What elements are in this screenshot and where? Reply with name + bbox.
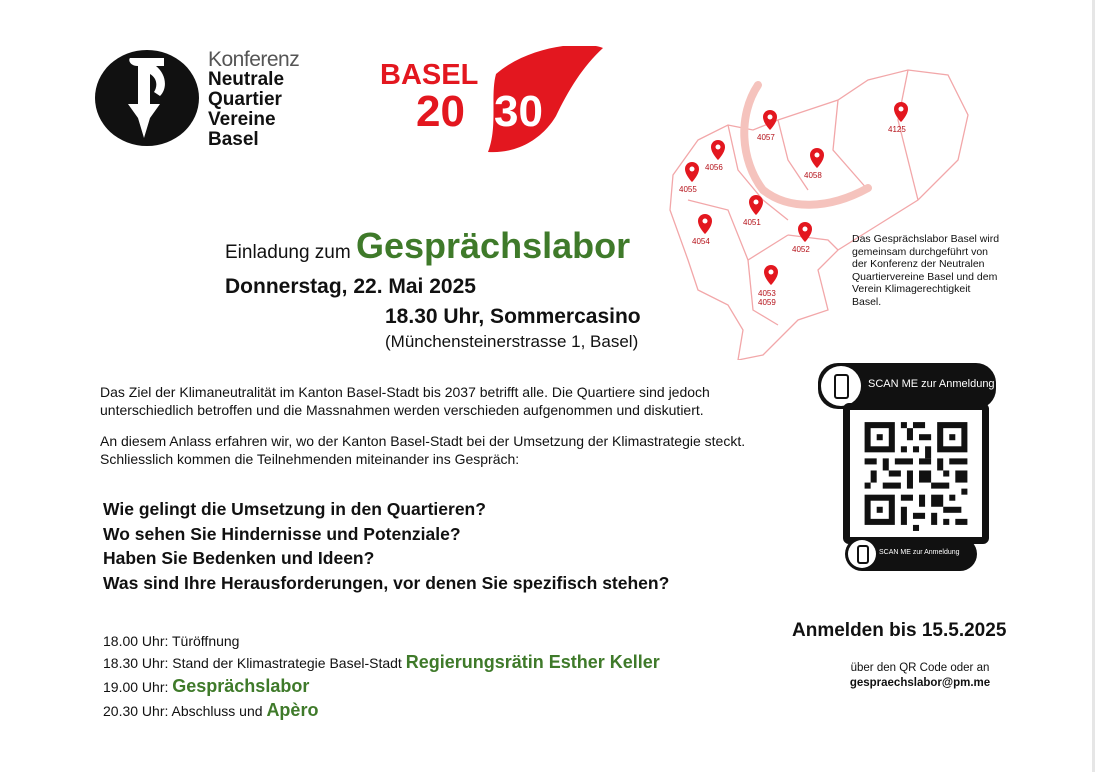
qr-code[interactable] xyxy=(843,403,989,544)
pin-label: 4054 xyxy=(692,237,710,246)
intro-paragraph-2: An diesem Anlass erfahren wir, wo der Kanton Basel-Stadt bei der Umsetzung der Klimastrategie steckt. Schliesslich kommen die Teilnehmenden miteinander ins Gespräch: xyxy=(100,433,746,467)
registration-info xyxy=(840,661,1000,691)
pin-label: 4058 xyxy=(804,171,822,180)
invitation-heading xyxy=(225,225,630,267)
logo-wordmark xyxy=(208,50,299,150)
program-item xyxy=(103,633,239,649)
program-highlight: Regierungsrätin Esther Keller xyxy=(405,652,660,672)
pin-label: 4055 xyxy=(679,185,697,194)
map-pin-4053-4059 xyxy=(758,263,784,314)
basel-word: BASEL xyxy=(380,59,479,91)
pin-label: 4056 xyxy=(705,163,723,172)
organizer-note: Das Gesprächslabor Basel wird gemeinsam durchgeführt von der Konferenz der Neutralen Quartiervereine Basel und dem Verein Klimagerechtigkeit Basel. xyxy=(852,233,1000,308)
program-text: 19.00 Uhr: xyxy=(103,679,173,695)
map-pin-4052 xyxy=(792,220,818,261)
program-highlight: Apèro xyxy=(266,700,319,720)
pin-label: 4059 xyxy=(758,298,776,307)
intro-paragraph-1: Das Ziel der Klimaneutralität im Kanton Basel-Stadt bis 2037 betrifft alle. Die Quartiere sind jedoch unterschiedlich betroffen und die Massnahmen werden verschieden aufgenommen und diskutiert. xyxy=(100,384,710,418)
basel-2030-logo xyxy=(378,46,608,156)
program-item xyxy=(103,652,660,673)
program-text: 20.30 Uhr: Abschluss und xyxy=(103,703,267,719)
program-text: 18.00 Uhr: Türöffnung xyxy=(103,633,240,649)
questions-list xyxy=(103,497,669,595)
qr-code-graphic xyxy=(850,410,982,537)
scan-me-label-small: SCAN ME zur Anmeldung xyxy=(879,549,960,556)
question-item: Haben Sie Bedenken und Ideen? xyxy=(103,548,375,568)
year-part-20: 20 xyxy=(416,87,465,136)
map-pin-4125 xyxy=(888,100,914,141)
crozier-icon xyxy=(95,50,199,146)
pin-label: 4052 xyxy=(792,245,810,254)
scan-me-banner-small xyxy=(845,537,977,571)
event-address: (Münchensteinerstrasse 1, Basel) xyxy=(385,332,639,351)
question-item: Wo sehen Sie Hindernisse und Potenziale? xyxy=(103,523,461,544)
map-pin-4056 xyxy=(705,138,731,179)
logo-line-5: Basel xyxy=(208,129,259,150)
logo-line-2: Neutrale xyxy=(208,69,285,90)
logo-line-3: Quartier xyxy=(208,89,282,110)
question-item: Wie gelingt die Umsetzung in den Quartieren? xyxy=(103,499,486,519)
program-item xyxy=(103,700,318,721)
event-date: Donnerstag, 22. Mai 2025 xyxy=(225,275,476,298)
pin-label: 4053 xyxy=(758,289,776,298)
basel-map xyxy=(668,60,988,360)
event-title: Gesprächslabor xyxy=(355,225,631,266)
basel-crest-logo xyxy=(95,50,199,146)
year-part-30: 30 xyxy=(494,87,543,136)
map-pin-4055 xyxy=(679,160,705,201)
program-highlight: Gesprächslabor xyxy=(172,676,310,696)
program-text: 18.30 Uhr: Stand der Klimastrategie Basel-Stadt xyxy=(103,655,406,671)
phone-icon xyxy=(821,366,861,406)
invite-text: Einladung zum xyxy=(225,242,351,263)
registration-email[interactable]: gespraechslabor@pm.me xyxy=(849,677,991,689)
logo-line-1: Konferenz xyxy=(208,48,300,71)
map-pin-4058 xyxy=(804,146,830,187)
registration-deadline: Anmelden bis 15.5.2025 xyxy=(792,620,1007,641)
pin-label: 4125 xyxy=(888,125,906,134)
registration-via: über den QR Code oder an xyxy=(850,662,990,674)
program-item xyxy=(103,676,309,697)
map-pin-4057 xyxy=(757,108,783,149)
phone-icon xyxy=(848,540,876,568)
question-item: Was sind Ihre Herausforderungen, vor denen Sie spezifisch stehen? xyxy=(103,572,670,593)
pin-label: 4057 xyxy=(757,133,775,142)
pin-label: 4051 xyxy=(743,218,761,227)
map-pin-4054 xyxy=(692,212,718,253)
logo-line-4: Vereine xyxy=(208,109,276,130)
map-pin-4051 xyxy=(743,193,769,234)
event-time-venue: 18.30 Uhr, Sommercasino xyxy=(385,305,641,328)
scan-me-label: SCAN ME zur Anmeldung xyxy=(868,378,995,390)
